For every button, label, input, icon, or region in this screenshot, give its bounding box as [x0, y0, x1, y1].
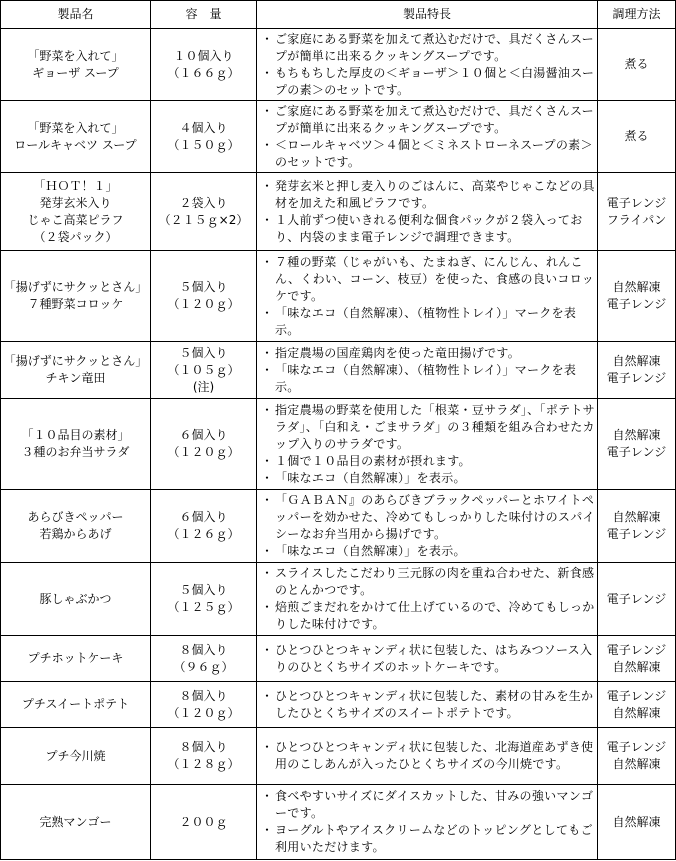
product-name-line: 「野菜を入れて」 — [27, 48, 124, 63]
product-name — [1, 173, 151, 251]
capacity-line: ２袋入り — [179, 195, 228, 210]
product-row — [1, 563, 676, 636]
bullet-icon: ・ — [261, 470, 274, 485]
bullet-icon: ・ — [261, 362, 274, 377]
feature-item — [261, 178, 595, 212]
feature-text: 「味なエコ（自然解凍）、（植物性トレイ）」マークを表示。 — [275, 305, 577, 337]
feature-item — [261, 492, 595, 543]
feature-text: 指定農場の国産鶏肉を使った竜田揚げです。 — [275, 345, 521, 360]
capacity-line: ５個入り — [179, 345, 228, 360]
header-cooking-method: 調理方法 — [598, 1, 676, 29]
header-features: 製品特長 — [257, 1, 598, 29]
product-features — [257, 785, 598, 860]
product-name — [1, 101, 151, 173]
product-features — [257, 251, 598, 342]
cooking-method-line: 電子レンジ — [606, 527, 667, 541]
cooking-method-line: 煮る — [624, 129, 649, 143]
feature-item — [261, 565, 595, 599]
product-name-line: 「１０品目の素材」 — [21, 428, 130, 442]
capacity-line: （１２０ｇ） — [167, 705, 240, 720]
product-name-line: プチ今川焼 — [45, 748, 106, 763]
product-row — [1, 399, 676, 490]
feature-item — [261, 599, 595, 633]
product-row — [1, 29, 676, 101]
product-row — [1, 636, 676, 682]
product-name-line: じゃこ高菜ピラフ — [27, 212, 124, 227]
feature-text: ひとつひとつキャンディ状に包装した、素材の甘みを生かしたひとくちサイズのスイートポテトです。 — [275, 688, 594, 720]
capacity — [151, 173, 257, 251]
bullet-icon: ・ — [261, 254, 274, 269]
header-row — [1, 1, 676, 29]
feature-text: 「味なエコ（自然解凍）」を表示。 — [275, 470, 466, 485]
product-name-line: 発芽玄米入り — [39, 195, 112, 210]
feature-item — [261, 137, 595, 171]
feature-item — [261, 543, 595, 560]
cooking-method — [598, 251, 676, 342]
product-features — [257, 682, 598, 728]
feature-item — [261, 788, 595, 822]
capacity — [151, 399, 257, 490]
product-name-line: ３種のお弁当サラダ — [21, 445, 130, 459]
product-name-line: ７種野菜コロッケ — [27, 297, 124, 311]
cooking-method-line: 電子レンジ — [606, 371, 667, 385]
cooking-method-line: 自然解凍 — [612, 814, 661, 829]
cooking-method-line: 電子レンジ — [606, 688, 667, 703]
product-row — [1, 101, 676, 173]
feature-item — [261, 362, 595, 396]
product-features — [257, 173, 598, 251]
capacity — [151, 29, 257, 101]
feature-item — [261, 402, 595, 453]
feature-text: ひとつひとつキャンディ状に包装した、北海道産あずき使用のこしあんが入ったひとくちサイズの今川焼です。 — [275, 740, 594, 771]
feature-item — [261, 453, 595, 470]
bullet-icon: ・ — [261, 453, 274, 468]
feature-text: １人前ずつ使いきれる便利な個食パックが２袋入っており、内袋のまま電子レンジで調理できます。 — [275, 212, 583, 244]
product-name — [1, 563, 151, 636]
cooking-method — [598, 563, 676, 636]
feature-item — [261, 65, 595, 99]
product-features — [257, 636, 598, 682]
feature-item — [261, 642, 595, 676]
capacity-line: ２００ｇ — [179, 814, 228, 829]
capacity-line: （１２０ｇ） — [167, 445, 240, 459]
capacity — [151, 785, 257, 860]
cooking-method — [598, 785, 676, 860]
cooking-method — [598, 342, 676, 399]
product-features — [257, 563, 598, 636]
cooking-method — [598, 101, 676, 173]
capacity-line: （１５０ｇ） — [167, 137, 240, 152]
product-name — [1, 728, 151, 785]
feature-text: ７種の野菜（じゃがいも、たまねぎ、にんじん、れんこん、くわい、コーン、枝豆）を使った、食感の良いコロッケです。 — [275, 254, 595, 303]
capacity-line: ６個入り — [179, 428, 228, 442]
capacity-line: ８個入り — [179, 688, 228, 703]
feature-text: ひとつひとつキャンディ状に包装した、はちみつソース入りのひとくちサイズのホットケーキです。 — [275, 642, 593, 674]
product-name-line: 「揚げずにサクッとさん」 — [3, 280, 148, 294]
bullet-icon: ・ — [261, 305, 274, 320]
capacity — [151, 728, 257, 785]
product-row — [1, 490, 676, 563]
capacity-line: （１２８ｇ） — [167, 757, 240, 771]
cooking-method — [598, 490, 676, 563]
bullet-icon: ・ — [261, 740, 274, 754]
capacity-line: （９６ｇ） — [173, 659, 234, 674]
capacity-line: （１２０ｇ） — [167, 297, 240, 311]
bullet-icon: ・ — [261, 402, 274, 417]
cooking-method-line: 電子レンジ — [606, 195, 667, 210]
bullet-icon: ・ — [261, 544, 274, 558]
feature-text: もちもちした厚皮の＜ギョーザ＞１０個と＜白湯醤油スープの素＞のセットです。 — [275, 65, 595, 97]
feature-text: 食べやすいサイズにダイスカットした、甘みの強いマンゴーです。 — [275, 789, 594, 820]
capacity-line: （１６６ｇ） — [167, 65, 240, 80]
cooking-method-line: 電子レンジ — [606, 445, 667, 459]
product-row — [1, 682, 676, 728]
feature-text: 「味なエコ（自然解凍）」を表示。 — [275, 544, 466, 558]
header-product-name: 製品名 — [1, 1, 151, 29]
bullet-icon: ・ — [261, 178, 274, 193]
capacity-line: ６個入り — [179, 510, 228, 524]
capacity — [151, 251, 257, 342]
capacity — [151, 682, 257, 728]
feature-text: ＜ロールキャベツ＞４個と＜ミネストローネスープの素＞のセットです。 — [275, 137, 593, 169]
feature-item — [261, 345, 595, 362]
feature-item — [261, 822, 595, 856]
cooking-method-line: 電子レンジ — [606, 297, 667, 311]
product-features — [257, 101, 598, 173]
cooking-method — [598, 29, 676, 101]
capacity-line: ５個入り — [179, 280, 228, 294]
bullet-icon: ・ — [261, 642, 274, 657]
bullet-icon: ・ — [261, 566, 274, 580]
cooking-method-line: フライパン — [606, 212, 667, 227]
feature-item — [261, 103, 595, 137]
product-name — [1, 399, 151, 490]
capacity-line: （２１５ｇ×2） — [158, 212, 249, 227]
capacity-line: １０個入り — [173, 48, 234, 63]
cooking-method — [598, 399, 676, 490]
product-name-line: 「野菜を入れて」 — [27, 120, 124, 135]
capacity-line: ４個入り — [179, 120, 228, 135]
capacity — [151, 490, 257, 563]
cooking-method-line: 自然解凍 — [612, 428, 661, 442]
feature-item — [261, 212, 595, 246]
bullet-icon: ・ — [261, 823, 274, 837]
product-features — [257, 728, 598, 785]
header-capacity: 容 量 — [151, 1, 257, 29]
product-name-line: （２袋パック） — [33, 229, 118, 244]
product-name-line: 完熟マンゴー — [39, 814, 112, 829]
product-row — [1, 728, 676, 785]
feature-item — [261, 31, 595, 65]
feature-text: ご家庭にある野菜を加えて煮込むだけで、具だくさんスープが簡単に出来るクッキングスープです。 — [275, 103, 594, 135]
feature-text: 指定農場の野菜を使用した「根菜・豆サラダ」、「ポテトサラダ」、「白和え・ごまサラダ」の３種類を組み合わせたカップ入りのサラダです。 — [275, 402, 595, 451]
product-name-line: 豚しゃぶかつ — [39, 591, 112, 606]
product-name-line: プチホットケーキ — [27, 651, 124, 665]
feature-text: 発芽玄米と押し麦入りのごはんに、高菜やじゃこなどの具材を加えた和風ピラフです。 — [275, 178, 595, 210]
cooking-method — [598, 636, 676, 682]
bullet-icon: ・ — [261, 103, 274, 118]
cooking-method-line: 電子レンジ — [606, 591, 667, 606]
bullet-icon: ・ — [261, 31, 274, 46]
capacity — [151, 342, 257, 399]
product-name-line: 「ＨＯＴ！１」 — [33, 178, 118, 193]
cooking-method-line: 自然解凍 — [612, 510, 661, 524]
feature-text: １個で１０品目の素材が摂れます。 — [275, 453, 471, 468]
product-name — [1, 29, 151, 101]
feature-text: 「味なエコ（自然解凍）、（植物性トレイ）」マークを表示。 — [275, 362, 577, 394]
cooking-method-line: 自然解凍 — [612, 659, 661, 674]
product-name-line: 若鶏からあげ — [39, 527, 112, 541]
product-name — [1, 785, 151, 860]
product-features — [257, 399, 598, 490]
feature-text: 焙煎ごまだれをかけて仕上げているので、冷めてもしっかりした味付けです。 — [275, 600, 595, 631]
product-name-line: ギョーザ スープ — [32, 65, 119, 80]
bullet-icon: ・ — [261, 493, 274, 507]
bullet-icon: ・ — [261, 65, 274, 80]
feature-item — [261, 688, 595, 722]
cooking-method — [598, 728, 676, 785]
feature-text: ヨーグルトやアイスクリームなどのトッピングとしてもご利用いただけます。 — [275, 823, 593, 854]
bullet-icon: ・ — [261, 688, 274, 703]
bullet-icon: ・ — [261, 345, 274, 360]
bullet-icon: ・ — [261, 212, 274, 227]
product-row — [1, 342, 676, 399]
cooking-method-line: 自然解凍 — [612, 280, 661, 294]
cooking-method — [598, 682, 676, 728]
cooking-method-line: 電子レンジ — [606, 642, 667, 657]
cooking-method-line: 自然解凍 — [612, 354, 661, 368]
product-name-line: ロールキャベツ スープ — [14, 137, 137, 152]
product-name-line: チキン竜田 — [45, 371, 106, 385]
product-name — [1, 342, 151, 399]
cooking-method-line: 自然解凍 — [612, 757, 661, 771]
product-name-line: あらびきペッパー — [27, 510, 124, 524]
feature-text: スライスしたこだわり三元豚の肉を重ね合わせた、新食感のとんかつです。 — [275, 566, 595, 597]
product-row — [1, 251, 676, 342]
capacity — [151, 101, 257, 173]
capacity — [151, 636, 257, 682]
feature-item — [261, 739, 595, 773]
feature-item — [261, 305, 595, 339]
cooking-method-line: 電子レンジ — [606, 740, 667, 754]
capacity-line: （１２６ｇ） — [167, 527, 240, 541]
feature-text: 「ＧＡＢＡＮ』のあらびきブラックペッパーとホワイトペッパーを効かせた、冷めてもしっかりした味付けのスパイシーなお弁当用から揚げです。 — [275, 493, 595, 541]
product-features — [257, 29, 598, 101]
capacity — [151, 563, 257, 636]
bullet-icon: ・ — [261, 137, 274, 152]
capacity-line: ８個入り — [179, 642, 228, 657]
feature-text: ご家庭にある野菜を加えて煮込むだけで、具だくさんスープが簡単に出来るクッキングスープです。 — [275, 31, 594, 63]
cooking-method-line: 煮る — [624, 57, 649, 71]
product-name — [1, 682, 151, 728]
feature-item — [261, 470, 595, 487]
cooking-method-line: 自然解凍 — [612, 705, 661, 720]
capacity-line: (注) — [192, 379, 215, 394]
feature-item — [261, 254, 595, 305]
capacity-line: （１２５ｇ） — [167, 600, 240, 614]
bullet-icon: ・ — [261, 600, 274, 614]
product-rows — [1, 29, 676, 860]
capacity-line: ５個入り — [179, 583, 228, 597]
product-row — [1, 173, 676, 251]
product-features — [257, 490, 598, 563]
product-name — [1, 251, 151, 342]
capacity-line: （１０５ｇ） — [167, 362, 240, 377]
product-row — [1, 785, 676, 860]
product-name-line: 「揚げずにサクッとさん」 — [3, 354, 148, 368]
capacity-line: ８個入り — [179, 740, 228, 754]
product-features — [257, 342, 598, 399]
cooking-method — [598, 173, 676, 251]
product-name — [1, 490, 151, 563]
product-name — [1, 636, 151, 682]
product-name-line: プチスイートポテト — [21, 697, 130, 711]
bullet-icon: ・ — [261, 789, 274, 803]
